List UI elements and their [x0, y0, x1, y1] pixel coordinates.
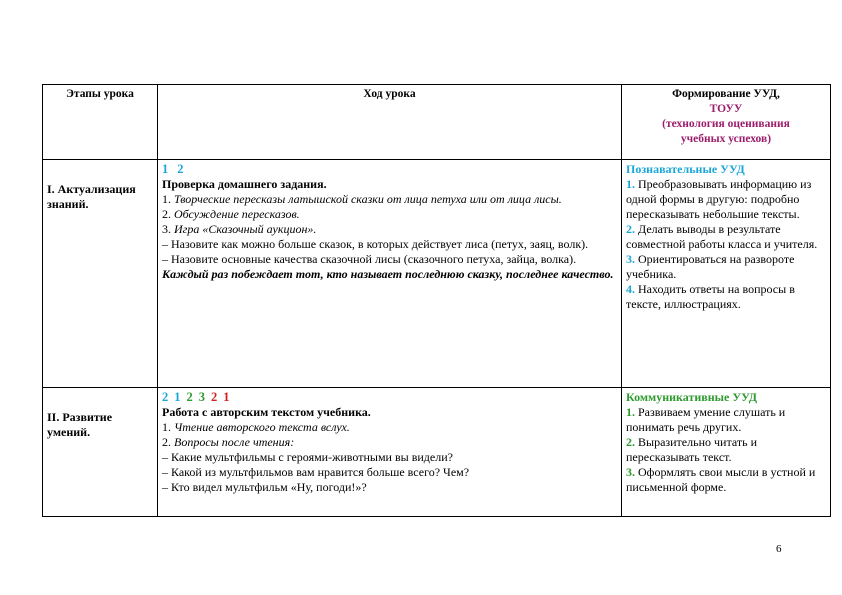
task-line: [162, 222, 617, 237]
task-line: [162, 420, 617, 435]
task-line: – Какой из мультфильмов вам нравится больше всего? Чем?: [162, 465, 470, 479]
color-number: 2: [186, 390, 193, 404]
color-number: 1: [174, 390, 181, 404]
uud-item: [626, 252, 826, 282]
header-lesson-flow: [158, 85, 622, 160]
color-number: 1: [162, 162, 169, 176]
color-number: 2: [162, 390, 169, 404]
stage-cell: [43, 388, 158, 517]
lesson-cell: [158, 160, 622, 388]
task-line: – Назовите основные качества сказочной лисы (сказочного петуха, зайца, волка).: [162, 252, 577, 266]
task-line-text: Игра «Сказочный аукцион».: [174, 222, 317, 236]
task-line-num: 1.: [162, 420, 174, 434]
task-line-text: Чтение авторского текста вслух.: [174, 420, 350, 434]
color-number: 1: [223, 390, 230, 404]
uud-item-num: 1.: [626, 177, 635, 191]
lesson-cell: [158, 388, 622, 517]
color-number: 2: [177, 162, 184, 176]
uud-item: [626, 222, 826, 252]
uud-item-text: Делать выводы в результате совместной работы класса и учителя.: [626, 222, 818, 251]
table-header-row: [43, 85, 831, 160]
header-stages-label: Этапы урока: [66, 88, 134, 100]
uud-item-num: 4.: [626, 282, 635, 296]
stage-cell: [43, 160, 158, 388]
uud-item-num: 1.: [626, 405, 635, 419]
uud-item: [626, 177, 826, 222]
task-line: [162, 435, 617, 450]
uud-item-text: Ориентироваться на развороте учебника.: [626, 252, 795, 281]
uud-title: Познавательные УУД: [626, 162, 745, 176]
uud-item: [626, 435, 826, 465]
table-row: [43, 160, 831, 388]
header-tech-line1: (технология оценивания: [662, 118, 790, 130]
task-line: – Какие мультфильмы с героями-животными вы видели?: [162, 450, 453, 464]
header-stages: [43, 85, 158, 160]
uud-item-text: Выразительно читать и пересказывать текст.: [626, 435, 758, 464]
color-number: 3: [198, 390, 205, 404]
uud-item-text: Оформлять свои мысли в устной и письменной форме.: [626, 465, 816, 494]
task-title: Проверка домашнего задания.: [162, 177, 327, 191]
uud-item: [626, 465, 826, 495]
uud-cell: [622, 160, 831, 388]
uud-item-num: 2.: [626, 435, 635, 449]
uud-item-num: 3.: [626, 252, 635, 266]
lesson-table: [42, 84, 831, 517]
task-line-num: 2.: [162, 435, 174, 449]
header-tech-line2: учебных успехов): [680, 133, 772, 145]
uud-item-num: 3.: [626, 465, 635, 479]
uud-item: [626, 405, 826, 435]
header-lesson-flow-label: Ход урока: [363, 88, 416, 100]
uud-cell: [622, 388, 831, 517]
task-line-num: 2.: [162, 207, 174, 221]
task-line-text: Вопросы после чтения:: [174, 435, 295, 449]
task-line-text: Обсуждение пересказов.: [174, 207, 300, 221]
task-line: – Кто видел мультфильм «Ну, погоди!»?: [162, 480, 367, 494]
stage-label: II. Развитие умений.: [47, 410, 113, 439]
uud-item-text: Находить ответы на вопросы в тексте, иллюстрациях.: [626, 282, 795, 311]
color-numbers: [162, 162, 617, 177]
task-line-num: 1.: [162, 192, 174, 206]
task-line: [162, 192, 617, 207]
task-line: [162, 207, 617, 222]
task-line-num: 3.: [162, 222, 174, 236]
task-title: Работа с авторским текстом учебника.: [162, 405, 371, 419]
color-numbers: [162, 390, 617, 405]
stage-label: I. Актуализация знаний.: [47, 182, 136, 211]
uud-title: Коммуникативные УУД: [626, 390, 758, 404]
task-line: – Назовите как можно больше сказок, в которых действует лиса (петух, заяц, волк).: [162, 237, 589, 251]
table-row: [43, 388, 831, 517]
page-number: 6: [776, 543, 782, 555]
task-line: Каждый раз побеждает тот, кто называет последнюю сказку, последнее качество.: [162, 267, 614, 281]
header-uud-line1: Формирование УУД,: [672, 88, 780, 100]
header-touu: ТОУУ: [709, 103, 743, 115]
uud-item-num: 2.: [626, 222, 635, 236]
color-number: 2: [211, 390, 218, 404]
uud-item: [626, 282, 826, 312]
uud-item-text: Развиваем умение слушать и понимать речь других.: [626, 405, 786, 434]
task-line-text: Творческие пересказы латышской сказки от лица петуха или от лица лисы.: [174, 192, 562, 206]
uud-item-text: Преобразовывать информацию из одной формы в другую: подробно пересказывать небольшие тексты.: [626, 177, 812, 221]
header-uud: [622, 85, 831, 160]
